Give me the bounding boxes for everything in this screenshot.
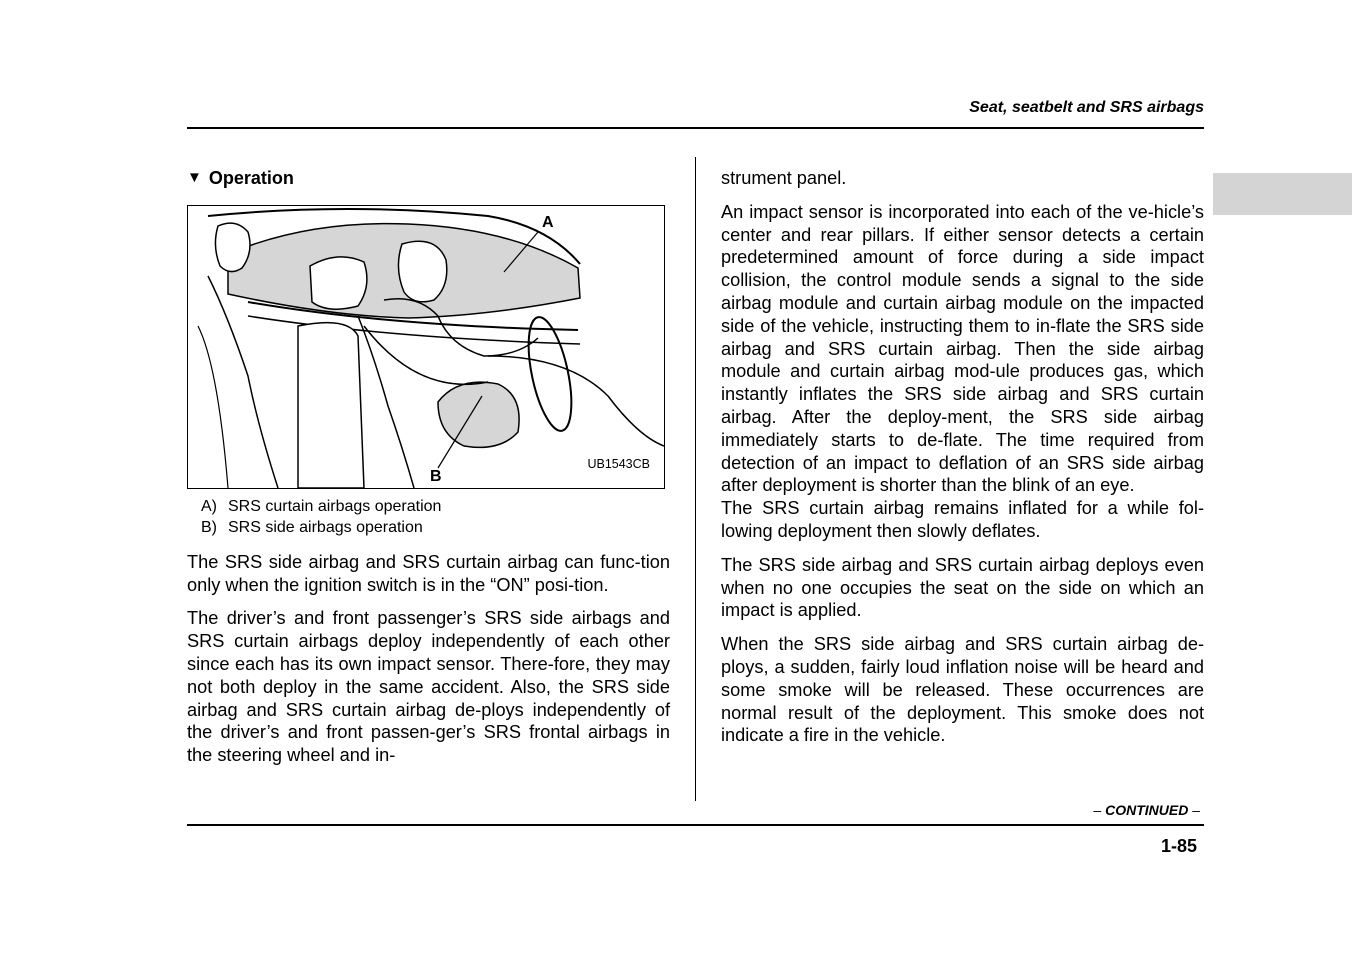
caption-a-key: A) [201,497,217,515]
caption-b [201,517,670,538]
section-thumb-tab [1213,173,1352,215]
right-column [721,167,1204,747]
caption-b-key: B) [201,518,217,536]
left-paragraph-1: The SRS side airbag and SRS curtain airbag can func-tion only when the ignition switch is in the “ON” posi-tion. [187,551,670,595]
figure-captions [201,496,670,538]
figure-label-b: B [430,467,442,485]
continued-text: CONTINUED [1105,802,1189,818]
caption-a-text: SRS curtain airbags operation [228,497,442,515]
left-paragraph-2: The driver’s and front passenger’s SRS side airbags and SRS curtain airbags deploy independently of each other since each has its own impact sensor. There-fore, they may not both deploy in the same accident. Also, the SRS side airbag and SRS curtain airbag de-ploys independently of the driver’s and front passen-ger’s SRS frontal airbags in the steering wheel and in- [187,608,670,766]
airbag-illustration [187,205,665,489]
continued-note [1093,802,1200,818]
caption-a [201,496,670,517]
header-rule [187,127,1204,129]
left-column [187,167,670,767]
triangle-marker-icon: ▼ [187,169,202,186]
continued-dash-left: – [1093,802,1102,818]
continued-dash-right: – [1192,802,1200,818]
caption-b-text: SRS side airbags operation [228,518,423,536]
right-paragraph-5: When the SRS side airbag and SRS curtain airbag de-ploys, a sudden, fairly loud inflation noise will be heard and some smoke will be released. These occurrences are normal result of the deployment. This smoke does not indicate a fire in the vehicle. [721,634,1204,746]
page-number: 1-85 [1160,836,1197,856]
airbag-illustration-drawing [188,206,664,488]
footer-rule [187,824,1204,826]
figure-code: UB1543CB [587,457,650,471]
figure-label-a: A [542,213,554,231]
right-paragraph-2: An impact sensor is incorporated into each of the ve-hicle’s center and rear pillars. If either sensor detects a certain predetermined amount of force during a side impact collision, the control module sends a signal to the side airbag module and curtain airbag module on the impacted side of the vehicle, instructing them to in-flate the SRS side airbag and SRS curtain airbag. Then the side airbag module and curtain airbag mod-ule produces gas, which instantly inflates the SRS side airbag and SRS curtain airbag. After the deploy-ment, the SRS side airbag immediately starts to de-flate. The time required from detection of an impact to deflation of an SRS side airbag after deployment is shorter than the blink of an eye. [721,201,1204,496]
right-paragraph-4: The SRS side airbag and SRS curtain airbag deploys even when no one occupies the seat on the side on which an impact is applied. [721,554,1204,621]
section-heading [187,167,670,190]
right-paragraph-1: strument panel. [721,168,847,188]
right-paragraph-3: The SRS curtain airbag remains inflated for a while fol-lowing deployment then slowly deflates. [721,498,1204,541]
column-divider [695,157,696,801]
section-heading-text: Operation [208,168,294,188]
running-header: Seat, seatbelt and SRS airbags [969,99,1204,116]
